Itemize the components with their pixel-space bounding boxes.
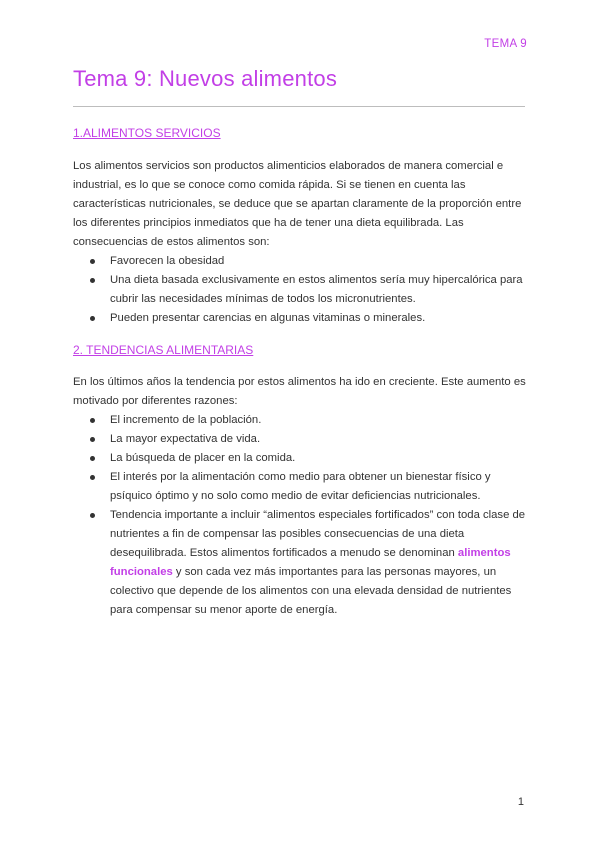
page-number: 1 [517, 796, 524, 808]
list-item: Pueden presentar carencias en algunas vitaminas o minerales. [73, 309, 528, 328]
header-tag: TEMA 9 [484, 38, 527, 50]
section-2-paragraph: En los últimos años la tendencia por estos alimentos ha ido en creciente. Este aumento es motivado por diferentes razones: [73, 376, 526, 407]
list-item: La búsqueda de placer en la comida. [73, 449, 528, 468]
list-item: La mayor expectativa de vida. [73, 430, 528, 449]
list-item: Favorecen la obesidad [73, 252, 528, 271]
section-1-bullet-list [73, 252, 528, 328]
title-divider [73, 106, 525, 107]
list-item: El incremento de la población. [73, 411, 528, 430]
section-1-heading[interactable]: 1.ALIMENTOS SERVICIOS [73, 126, 221, 140]
bullet-text-before: Tendencia importante a incluir “alimentos especiales fortificados” con toda clase de nutrientes a fin de compensar las posibles consecuencias de una dieta desequilibrada. Estos alimentos fortificados a menudo se denominan [110, 509, 526, 559]
section-2-heading[interactable]: 2. TENDENCIAS ALIMENTARIAS [73, 343, 254, 357]
section-2-bullet-list [73, 411, 528, 620]
list-item: El interés por la alimentación como medio para obtener un bienestar físico y psíquico óptimo y no solo como medio de evitar deficiencias nutricionales. [73, 468, 528, 506]
list-item: Una dieta basada exclusivamente en estos alimentos sería muy hipercalórica para cubrir las necesidades mínimas de todos los micronutrientes. [73, 271, 528, 309]
list-item [73, 506, 528, 620]
bullet-text-after: y son cada vez más importantes para las personas mayores, un colectivo que depende de los alimentos con una elevada densidad de nutrientes para compensar su menor aporte de energía. [110, 566, 512, 616]
section-1-paragraph: Los alimentos servicios son productos alimenticios elaborados de manera comercial e industrial, es lo que se conoce como comida rápida. Si se tienen en cuenta las características nutricionales, se deduce que se apartan claramente de la proporción entre los diferentes principios inmediatos que ha de tener una dieta equilibrada. Las consecuencias de estos alimentos son: [73, 160, 522, 248]
highlighted-term: alimentos funcionales [110, 547, 511, 578]
page-title: Tema 9: Nuevos alimentos [73, 66, 338, 91]
